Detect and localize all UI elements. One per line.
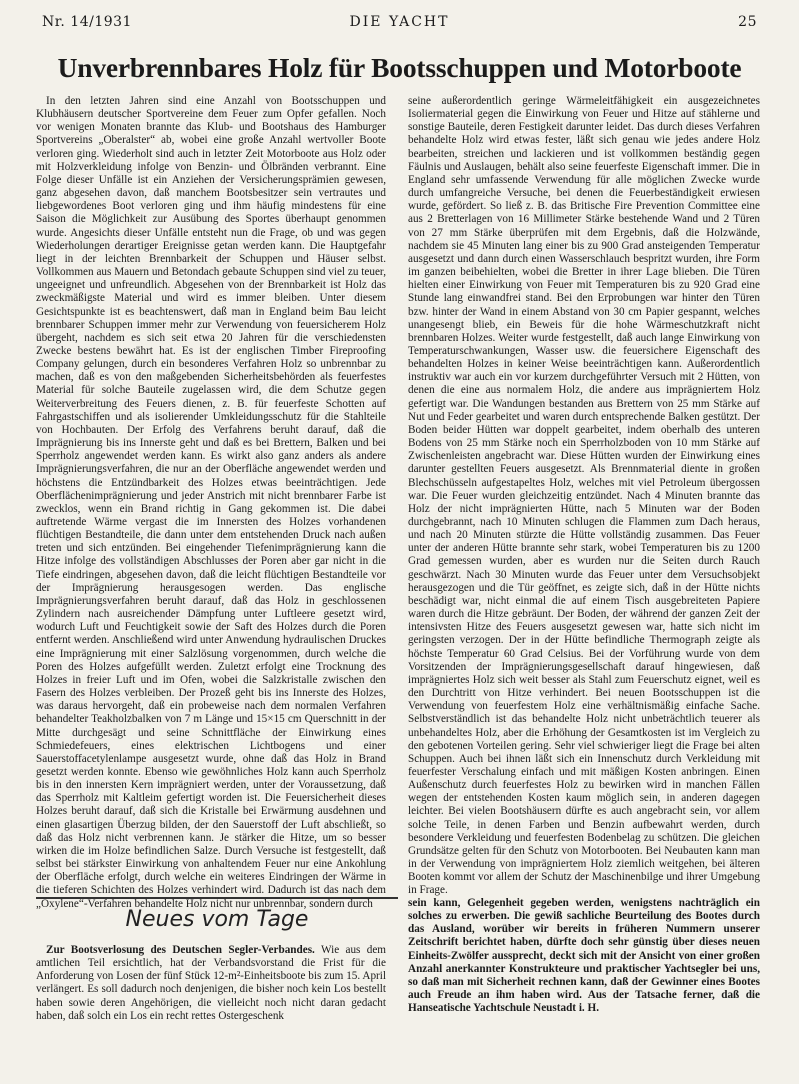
article-column-left [36,95,386,910]
article-body-right: seine außerordentlich geringe Wärmeleitfähigkeit ein ausgezeichnetes Isoliermaterial gegen die Einwirkung von Feuer und Hitze auf stählerne und sonstige Bauteile, deren Festigkeit darunter leidet. Das durch dieses Verfahren behandelte Holz wird etwas fester, läßt sich genau wie jedes andere Holz bearbeiten, streichen und lackieren und ist vollkommen beständig gegen Fäulnis und Auslaugen, behält also seine feuerfeste Eigenschaft immer. Die in England sehr umfassende Verwendung für alle möglichen Zwecke wurde durch umfangreiche Versuche, bei denen die Feuerbeständigkeit erwiesen wurde, gefördert. So ließ z. B. das Britische Fire Prevention Committee eine aus 2 Bretterlagen von 16 Millimeter Stärke bestehende Wand und 2 Türen von 27 mm Stärke überprüfen mit dem Ergebnis, daß die Holzwände, nachdem sie 45 Minuten lang einer bis zu 900 Grad ansteigenden Temperatur ausgesetzt und dann durch einen Wasserschlauch bespritzt wurden, ihre Form im ganzen beibehielten, wobei die Bretter in ihrer Lage blieben. Die Türen hielten einer Einwirkung von Feuer mit Temperaturen bis zu 920 Grad eine Stunde lang einwandfrei stand. Bei den Erprobungen war hinter den Türen bzw. hinter der Wand in einem Abstand von 30 cm Papier gespannt, welches unangesengt blieb, ein Beweis für die hohe Wärmeschutzkraft nicht brennbaren Holzes. Weiter wurde festgestellt, daß auch lange Einwirkung von Temperaturschwankungen, Wasser usw. die feuersichere Eigenschaft des behandelten Holzes in keiner Weise beeinträchtigen kann. Außerordentlich instruktiv war auch ein vor kurzem durchgeführter Versuch mit 2 Hütten, von denen die eine aus normalem Holz, die andere aus imprägniertem Holz gefertigt war. Die Wandungen bestanden aus Brettern von 25 mm Stärke auf Nut und Feder gearbeitet und waren durch entsprechende Balken gestützt. Der Boden beider Hütten war doppelt gearbeitet, indem oberhalb des unteren Bodens von 25 mm Stärke noch ein Sperrholzboden von 10 mm Stärke auf Zwischenleisten angebracht war. Diese Hütten wurden der Einwirkung eines darunter gestellten Feuers ausgesetzt. Als Brennmaterial diente in großen Blechschüsseln aufgestapeltes Holz, welches mit viel Petroleum übergossen war. Die Feuer wurden gleichzeitig entzündet. Nach 4 Minuten brannte das Holz der nicht imprägnierten Hütte, nach 5 Minuten war der Boden durchgebrannt, nach 10 Minuten schlugen die Flammen zum Dach heraus, und nach 20 Minuten stürzte die Hütte vollständig zusammen. Das Feuer unter der anderen Hütte brannte sehr stark, wobei Temperaturen bis zu 1200 Grad gemessen wurden, aber es wurden nur die Seiten durch Rauch geschwärzt. Nach 30 Minuten wurde das Feuer unter dem Versuchsobjekt herausgezogen und die Tür geöffnet, es zeigte sich, daß in der Hütte nichts beschädigt war, nicht einmal die auf einem Tisch ausgebreiteten Papiere waren durch die Hitze gebräunt. Der Boden, der während der ganzen Zeit der intensivsten Hitze des Feuers ausgesetzt gewesen war, hatte sich nicht im geringsten verzogen. Der in der Hütte befindliche Thermograph zeigte als höchste Temperatur 60 Grad Celsius. Bei der Vorführung wurde von dem Vorsitzenden der Imprägnierungsgesellschaft darauf hingewiesen, daß imprägniertes Holz sich weit besser als Stahl zum Feuerschutz eignet, weil es den Durchtritt von Hitze verhindert. Bei neuen Bootsschuppen ist die Verwendung von feuerfestem Holz eine verhältnismäßig einfache Sache. Selbstverständlich ist das behandelte Holz nicht unbeträchtlich teuerer als unbehandeltes Holz, aber die Erhöhung der Gesamtkosten ist im Vergleich zu den gebotenen Vorteilen gering. Sehr viel schwieriger liegt die Frage bei alten Schuppen. Auch bei ihnen läßt sich ein Innenschutz durch Verkleidung mit feuerfester Verschalung einfach und mit mäßigen Kosten anbringen. Einen Außenschutz durch feuerfestes Holz zu bewirken wird in manchen Fällen wegen der entstehenden Kosten kaum möglich sein, in anderen dagegen leichter. Bei vielen Bootshäusern dürfte es auch angebracht sein, vor allem solche Teile, in denen Farben und Benzin aufbewahrt werden, durch besondere Verkleidung und feuerfesten Bodenbelag zu schützen. Die gleichen Grundsätze gelten für den Schutz von Motorbooten. Bei Neubauten kann man in der Verwendung von imprägniertem Holz ziemlich weitgehen, bei älteren Booten kommt vor allem der Schutz der Maschinenbilge und ihrer Umgebung in Frage. [408,95,760,897]
news-item-heading: Zur Bootsverlosung des Deutschen Segler-Verbandes. [46,944,315,956]
section-divider [36,897,398,899]
page-number: 25 [738,14,757,30]
issue-number: Nr. 14/1931 [42,14,132,30]
news-section-title: Neues vom Tage [125,907,309,932]
article-title: Unverbrennbares Holz für Bootsschuppen und Motorboote [57,52,742,83]
news-column-right [408,897,760,1067]
news-column-left [36,944,386,1064]
article-body-left: In den letzten Jahren sind eine Anzahl von Bootsschuppen und Klubhäusern deutscher Sportvereine dem Feuer zum Opfer gefallen. Noch vor wenigen Monaten brannte das Klub- und Bootshaus des Hamburger Sportvereins „Oberalster“ ab, wobei eine große Anzahl wertvoller Boote verloren ging. Wiederholt sind auch in letzter Zeit Motorboote aus Holz oder mit Holzverkleidung infolge von Benzin- und Ölbränden verbrannt. Eine Folge dieser Unfälle ist ein Anziehen der Versicherungsprämien gewesen, ganz abgesehen davon, daß manchem Bootsbesitzer sein vertrautes und liebgewordenes Boot verloren ging und ihm häufig mindestens für eine Saison die Möglichkeit zur Ausübung des Sportes überhaupt genommen wurde. Angesichts dieser Unfälle entsteht nun die Frage, ob und was gegen Wiederholungen derartiger Ereignisse getan werden kann. Die Hauptgefahr liegt in der leichten Brennbarkeit der Schuppen und Häuser selbst. Vollkommen aus Mauern und Betondach gebaute Schuppen sind viel zu teuer, ungeeignet und unfreundlich. Abgesehen von der Brennbarkeit ist Holz das zweckmäßigste Material und wird es immer bleiben. Unter diesem Gesichtspunkte ist es beachtenswert, daß man in England beim Bau leicht brennbarer Schuppen immer mehr zur Verwendung von feuersicherem Holz übergeht, nachdem es sich seit etwa 20 Jahren für die verschiedensten Zwecke bestens bewährt hat. Es ist der englischen Timber Fireproofing Company gelungen, durch ein besonderes Verfahren Holz so unbrennbar zu machen, daß es von den maßgebenden Sicherheitsbehörden als feuerfestes Material für solche Bauteile zugelassen wird, die dem Schutze gegen Weiterverbreitung des Feuers dienen, z. B. für feuerfeste Schotten auf Fahrgastschiffen und als isolierender Umkleidungsschutz für die Stahlteile von Hochbauten. Der Erfolg des Verfahrens beruht darauf, daß die Imprägnierung bis ins Innerste geht und daß es bei Brettern, Balken und bei Sperrholz angewendet werden kann. Es wirkt also ganz anders als andere Imprägnierungsverfahren, die nur an der Oberfläche angewendet werden und höchstens die Entzündbarkeit des Holzes etwas beeinträchtigen. Jede Oberflächenimprägnierung und jeder Anstrich mit nicht brennbarer Farbe ist zwecklos, wenn ein Brand richtig in Gang gekommen ist. Die dabei auftretende Wärme vergast die im Innersten des Holzes vorhandenen flüchtigen Bestandteile, die dann unter dem entstehenden Druck nach außen treten und sich entzünden. Bei eingehender Tiefenimprägnierung kann die Hitze infolge des vollständigen Abschlusses der Poren aber gar nicht in die Tiefe eindringen, abgesehen davon, daß die leicht flüchtigen Bestandteile vor der Imprägnierung herausgesogen werden. Das englische Imprägnierungsverfahren beruht darauf, daß das Holz in geschlossenen Zylindern nach ausreichender Dämpfung unter Luftleere gesetzt wird, wodurch Luft und Feuchtigkeit sowie der Saft des Holzes durch die Poren entfernt werden. Anschließend wird unter Anwendung hydraulischen Druckes eine Imprägnierung mit einer Salzlösung vorgenommen, durch welche die Poren des Holzes aufgefüllt werden. Zuletzt erfolgt eine Trocknung des Holzes in freier Luft und im Ofen, wobei die Salzkristalle zwischen den Fasern des Holzes verbleiben. Der Prozeß geht bis ins Innerste des Holzes, was daraus hervorgeht, daß ein probeweise nach dem normalen Verfahren behandelter Teakholzbalken von 7 m Länge und 15×15 cm Querschnitt in der Mitte durchgesägt und seine Schnittfläche der Einwirkung eines Schmiedefeuers, eines elektrischen Lichtbogens und einer Sauerstoffacetylenlampe ausgesetzt wurde, ohne daß das Holz in Brand gesetzt werden konnte. Ebenso wie gewöhnliches Holz kann auch Sperrholz bis in den innersten Kern imprägniert werden, unter der Voraussetzung, daß das Sperrholz mit Kaltleim gefertigt worden ist. Die Feuersicherheit dieses Holzes beruht darauf, daß sich die Kristalle bei Erwärmung ausdehnen und einen glasartigen Überzug bilden, der den Sauerstoff der Luft abschließt, so daß das Holz nicht verbrennen kann. Je stärker die Hitze, um so besser wirken die im Holze befindlichen Salze. Durch Versuche ist festgestellt, daß selbst bei stärkster Einwirkung von anhaltendem Feuer nur eine Ankohlung der Oberfläche erfolgt, durch welche ein weiteres Eindringen der Wärme in die tieferen Schichten des Holzes verhindert wird. Dadurch ist das nach dem „Oxylene“-Verfahren behandelte Holz nicht nur unbrennbar, sondern durch [36,95,386,910]
news-item-continued: sein kann, Gelegenheit gegeben werden, wenigstens nachträglich ein solches zu erwerben. Die gewiß sachliche Beurteilung des Bootes durch das Ausland, worüber wir bereits in früheren Nummern unserer Zeitschrift berichtet haben, dürfte doch sehr günstig über dieses neuen Einheits-Zwölfer aussprecht, deckt sich mit der Ansicht von einer großen Anzahl anerkannter Konstrukteure und praktischer Yachtsegler bei uns, so daß man mit Sicherheit rechnen kann, daß der Gewinner eines Bootes auch Freude an ihm haben wird. Aus der Tatsache ferner, daß die Hanseatische Yachtschule Neustadt i. H. [408,897,760,1015]
magazine-name: DIE YACHT [349,14,450,30]
news-item-body: Wie aus dem amtlichen Teil ersichtlich, hat der Verbandsvorstand die Frist für die Anforderung von Losen der fünf Stück 12-m²-Einheitsboote bis zum 15. April verlängert. Es soll dadurch noch denjenigen, die bisher noch kein Los bestellt haben sowie deren Angehörigen, die vielleicht noch nicht daran gedacht haben, daß solch ein Los ein recht rettes Ostergeschenk [36,944,386,1022]
article-column-right [408,95,760,897]
page-header [42,14,757,36]
